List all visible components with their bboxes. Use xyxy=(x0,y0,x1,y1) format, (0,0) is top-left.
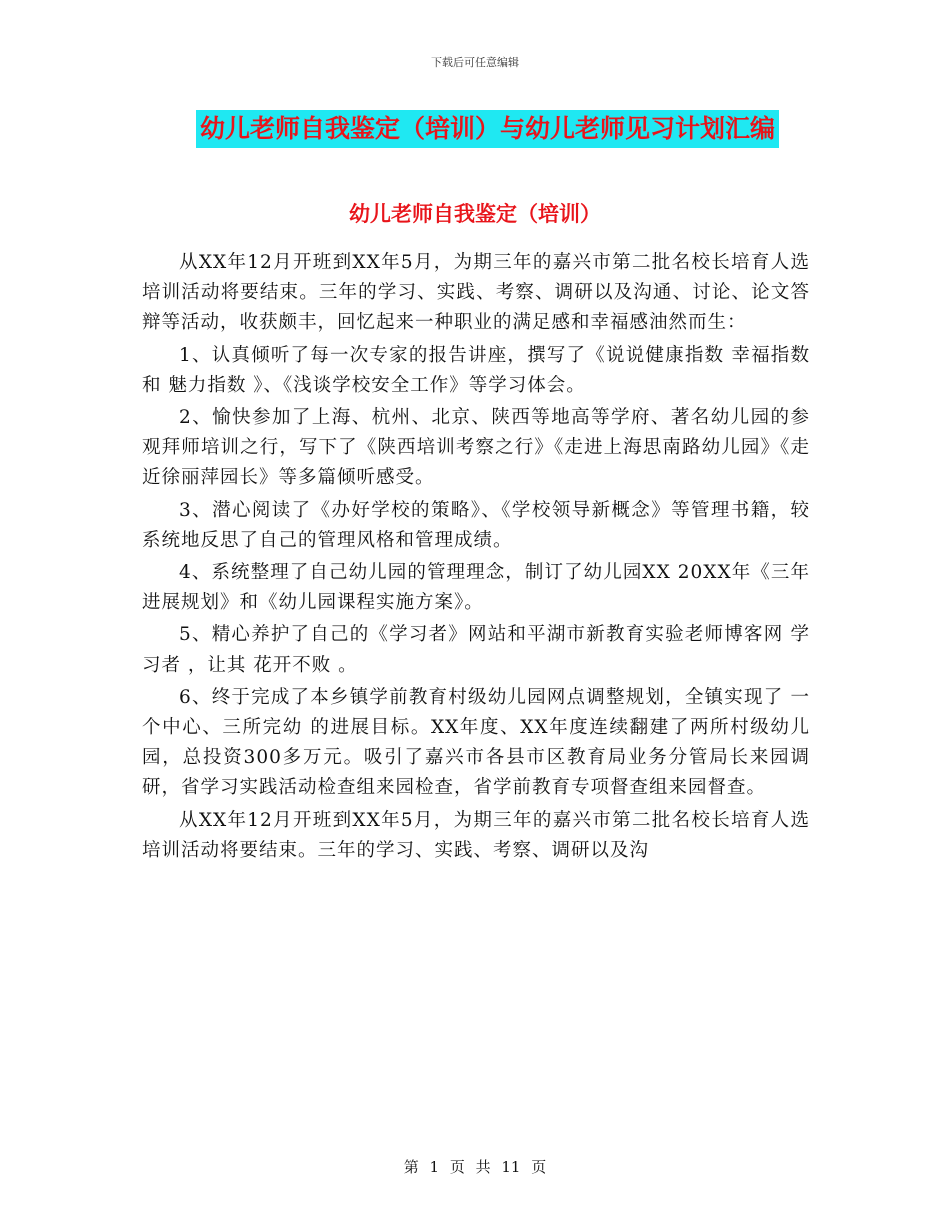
paragraph: 从XX年12月开班到XX年5月，为期三年的嘉兴市第二批名校长培育人选培训活动将要结束。三年的学习、实践、考察、调研以及沟通、讨论、论文答辩等活动，收获颇丰，回忆起来一种职业的满足感和幸福感油然而生： xyxy=(142,252,810,334)
paragraph: 5、精心养护了自己的《学习者》网站和平湖市新教育实验老师博客网 学习者 ，让其 花开不败 。 xyxy=(142,624,810,676)
paragraph: 3、潜心阅读了《办好学校的策略》、《学校领导新概念》等管理书籍，较系统地反思了自己的管理风格和管理成绩。 xyxy=(142,499,810,551)
paragraph: 2、愉快参加了上海、杭州、北京、陕西等地高等学府、著名幼儿园的参观拜师培训之行，写下了《陕西培训考察之行》《走进上海思南路幼儿园》《走近徐丽萍园长》等多篇倾听感受。 xyxy=(142,407,810,489)
header-note: 下载后可任意编辑 xyxy=(431,56,519,69)
body-text xyxy=(142,248,810,868)
document-title: 幼儿老师自我鉴定（培训）与幼儿老师见习计划汇编 xyxy=(196,110,779,148)
paragraph: 6、终于完成了本乡镇学前教育村级幼儿园网点调整规划，全镇实现了 一个中心、三所完幼 的进展目标。XX年度、XX年度连续翻建了两所村级幼儿园，总投资300多万元。吸引了嘉兴市各县市区教育局业务分管局长来园调研，省学习实践活动检查组来园检查，省学前教育专项督查组来园督查。 xyxy=(142,686,810,799)
paragraph: 4、系统整理了自己幼儿园的管理理念，制订了幼儿园XX 20XX年《三年进展规划》和《幼儿园课程实施方案》。 xyxy=(142,562,810,614)
paragraph: 从XX年12月开班到XX年5月，为期三年的嘉兴市第二批名校长培育人选培训活动将要结束。三年的学习、实践、考察、调研以及沟 xyxy=(142,809,810,861)
section-title: 幼儿老师自我鉴定（培训） xyxy=(349,201,601,226)
page-number: 第 1 页 共 11 页 xyxy=(403,1158,547,1176)
paragraph: 1、认真倾听了每一次专家的报告讲座，撰写了《说说健康指数 幸福指数 和 魅力指数 》、《浅谈学校安全工作》等学习体会。 xyxy=(142,344,810,396)
